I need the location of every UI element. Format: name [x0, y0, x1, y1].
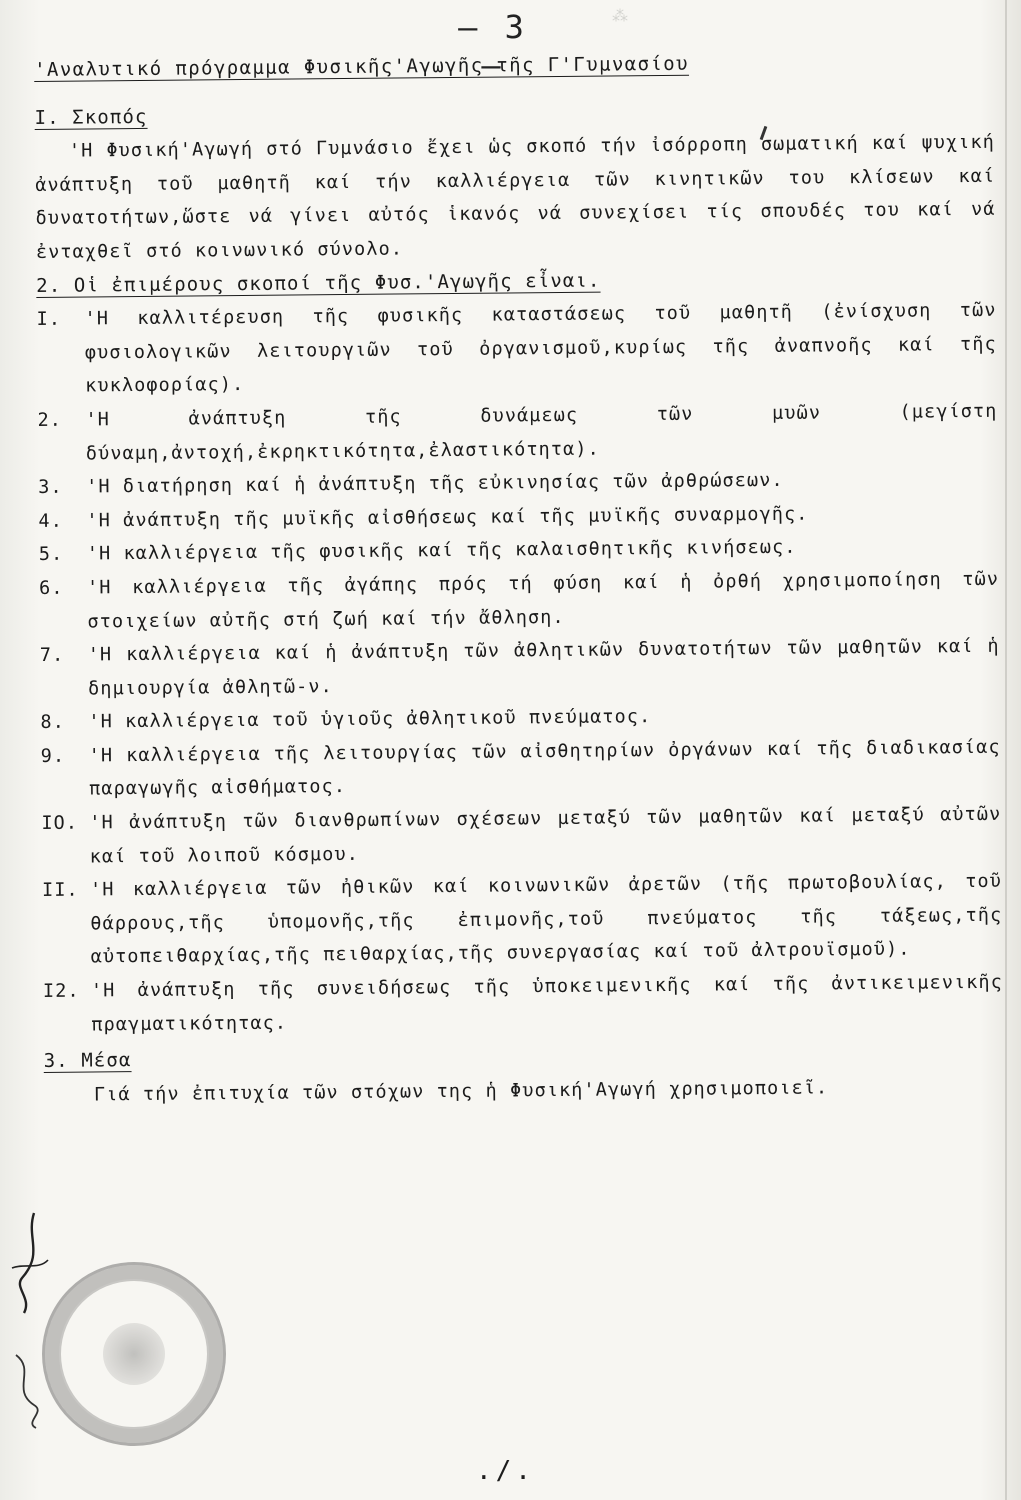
aim-text: 'Η καλλιτέρευση τῆς φυσικῆς καταστάσεως τοῦ μαθητῆ (ἐνίσχυση τῶν φυσιολογικῶν λειτουργιῶν τοῦ ὀργανισμοῦ,κυρίως τῆς ἀναπνοῆς καί τῆς κυκλοφορίας). — [84, 299, 997, 397]
aim-item — [40, 630, 1001, 706]
aim-item — [42, 865, 1003, 975]
section-3-heading: 3. Μέσα — [43, 1049, 132, 1073]
aim-text: 'Η διατήρηση καί ἡ ἀνάπτυξη τῆς εὐκινησίας τῶν ἀρθρώσεων. — [86, 469, 784, 498]
document-body — [34, 45, 1004, 1113]
aim-text: 'Η ἀνάπτυξη τῶν διανθρωπίνων σχέσεων μεταξύ τῶν μαθητῶν καί μεταξύ αὐτῶν καί τοῦ λοιποῦ κόσμου. — [89, 803, 1002, 868]
aim-item — [36, 294, 997, 404]
aim-number: 8. — [40, 712, 66, 734]
aim-number: 9. — [40, 745, 66, 767]
aim-number: 6. — [39, 577, 64, 599]
aim-number: 4. — [38, 510, 64, 532]
section-3-text: Γιά τήν ἐπιτυχία τῶν στόχων της ἡ Φυσική'Αγωγή χρησιμοποιεῖ. — [93, 1077, 829, 1106]
aim-text: 'Η καλλιέργεια καί ἡ ἀνάπτυξη τῶν ἀθλητικῶν δυνατοτήτων τῶν μαθητῶν καί ἡ δημιουργία ἀθλητῶ-ν. — [87, 635, 1000, 700]
aim-text: 'Η ἀνάπτυξη τῆς δυνάμεως τῶν μυῶν (μεγίστη δύναμη,ἀντοχή,ἐκρηκτικότητα,ἐλαστικότητα). — [85, 400, 998, 465]
aim-text: 'Η ἀνάπτυξη τῆς συνειδήσεως τῆς ὑποκειμενικῆς καί τῆς ἀντικειμενικῆς πραγματικότητας. — [90, 971, 1004, 1036]
aim-text: 'Η καλλιέργεια τῆς λειτουργίας τῶν αἰσθητηρίων ὀργάνων καί τῆς διαδικασίας παραγωγῆς αἰσθήματος. — [88, 736, 1001, 800]
aim-item — [39, 563, 1000, 639]
aim-number: ΙΟ. — [41, 812, 79, 835]
aim-item — [41, 798, 1002, 874]
official-seal-stamp — [42, 1262, 226, 1446]
section-1-text: 'Η Φυσική'Αγωγή στό Γυμνάσιο ἔχει ὡς σκοπό τήν ἰσόρροπη σωματική καί ψυχική ἀνάπτυξη τοῦ μαθητῆ καί τήν καλλιέργεια τῶν κινητικῶν του κλίσεων καί δυνατοτήτων,ὥστε νά γίνει αὐτός ἱκανός νά συνεχίσει τίς σπουδές του καί νά ἐνταχθεῖ στό κοινωνικό σύνολο. — [35, 131, 996, 263]
signature-mark — [4, 1208, 64, 1318]
aim-text: 'Η καλλιέργεια τῆς ἀγάπης πρός τή φύση καί ἡ ὀρθή χρησιμοποίηση τῶν στοιχείων αὐτῆς στή ζωή καί τήν ἄθληση. — [87, 568, 1000, 633]
page-number: – 3 – — [438, 8, 548, 84]
faint-ink-mark: ⁂ — [612, 6, 631, 25]
aim-text: 'Η καλλιέργεια τοῦ ὑγιοῦς ἀθλητικοῦ πνεύματος. — [88, 706, 652, 733]
aim-text: 'Η ἀνάπτυξη τῆς μυϊκῆς αἰσθήσεως καί τῆς μυϊκῆς συναρμογῆς. — [86, 503, 809, 532]
section-2-heading: 2. Οἱ ἐπιμέρους σκοποί τῆς Φυσ.'Αγωγῆς εἶναι. — [36, 269, 601, 297]
aim-text: 'Η καλλιέργεια τῶν ἠθικῶν καί κοινωνικῶν ἀρετῶν (τῆς πρωτοβουλίας, τοῦ θάρρους,τῆς ὑπομονῆς,τῆς ἐπιμονῆς,τοῦ πνεύματος τῆς τάξεως,τῆς αὐτοπειθαρχίας,τῆς πειθαρχίας,τῆς συνεργασίας καί τοῦ ἀλτρουϊσμοῦ). — [89, 870, 1003, 968]
aim-item — [41, 731, 1002, 807]
aim-text: 'Η καλλιέργεια τῆς φυσικῆς καί τῆς καλαισθητικῆς κινήσεως. — [86, 537, 797, 565]
aim-number: Ι. — [36, 308, 62, 331]
aim-number: 3. — [38, 476, 63, 499]
aim-number: Ι2. — [42, 980, 80, 1002]
continuation-mark: ./. — [476, 1456, 535, 1486]
document-title: 'Αναλυτικό πρόγραμμα Φυσικῆς'Αγωγῆς τῆς Γ'Γυμνασίου — [34, 52, 690, 81]
aim-item — [43, 966, 1004, 1042]
paper-edge — [1005, 0, 1007, 1500]
margin-pen-mark — [6, 1350, 56, 1430]
aim-number: 5. — [38, 544, 64, 566]
aim-number: 7. — [39, 644, 65, 667]
aim-number: 2. — [37, 409, 63, 431]
aim-item — [37, 395, 998, 471]
aim-number: ΙΙ. — [41, 879, 79, 902]
section-1-heading: Ι. Σκοπός — [34, 105, 148, 129]
